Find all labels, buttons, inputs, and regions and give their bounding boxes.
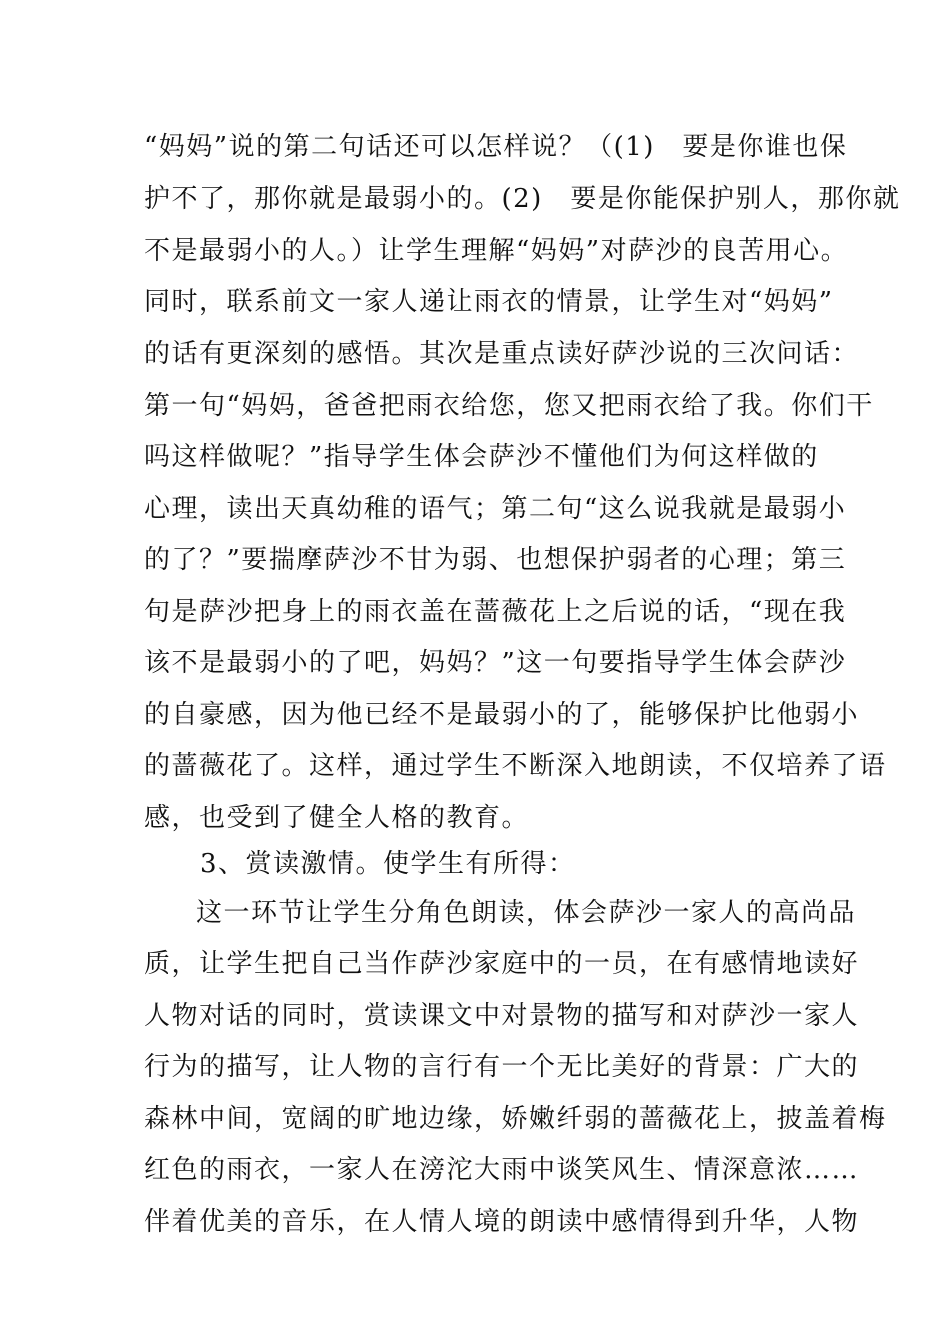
text-line: 红色的雨衣，一家人在滂沱大雨中谈笑风生、情深意浓…… [144,1155,860,1185]
text-line: 吗这样做呢？”指导学生体会萨沙不懂他们为何这样做的 [144,442,819,472]
text-line: 心理，读出天真幼稚的语气；第二句“这么说我就是最弱小 [144,494,847,524]
text-line: 同时，联系前文一家人递让雨衣的情景，让学生对“妈妈” [144,287,834,317]
text-line: 的自豪感，因为他已经不是最弱小的了，能够保护比他弱小 [144,700,860,730]
text-line: 不是最弱小的人。）让学生理解“妈妈”对萨沙的良苦用心。 [144,236,849,266]
text-line: 行为的描写，让人物的言行有一个无比美好的背景：广大的 [144,1052,860,1082]
text-line: 句是萨沙把身上的雨衣盖在蔷薇花上之后说的话，“现在我 [144,597,847,627]
text-line: 质，让学生把自己当作萨沙家庭中的一员，在有感情地读好 [144,949,860,979]
text-line: “妈妈”说的第二句话还可以怎样说？（(1) 要是你谁也保 [144,132,848,162]
text-line: 第一句“妈妈，爸爸把雨衣给您，您又把雨衣给了我。你们干 [144,391,874,421]
text-line: 的蔷薇花了。这样，通过学生不断深入地朗读，不仅培养了语 [144,751,887,781]
text-line: 伴着优美的音乐，在人情人境的朗读中感情得到升华，人物 [144,1207,860,1237]
section-heading: 3、赏读激情。使学生有所得： [200,849,576,879]
text-line: 护不了，那你就是最弱小的。(2) 要是你能保护别人，那你就 [144,184,901,214]
text-line: 的话有更深刻的感悟。其次是重点读好萨沙说的三次问话： [144,339,860,369]
text-line: 这一环节让学生分角色朗读，体会萨沙一家人的高尚品 [196,898,857,928]
text-line: 的了？”要揣摩萨沙不甘为弱、也想保护弱者的心理；第三 [144,545,847,575]
text-line: 该不是最弱小的了吧，妈妈？”这一句要指导学生体会萨沙 [144,648,847,678]
text-line: 感，也受到了健全人格的教育。 [144,803,530,833]
text-line: 森林中间，宽阔的旷地边缘，娇嫩纤弱的蔷薇花上，披盖着梅 [144,1104,887,1134]
text-line: 人物对话的同时，赏读课文中对景物的描写和对萨沙一家人 [144,1001,860,1031]
